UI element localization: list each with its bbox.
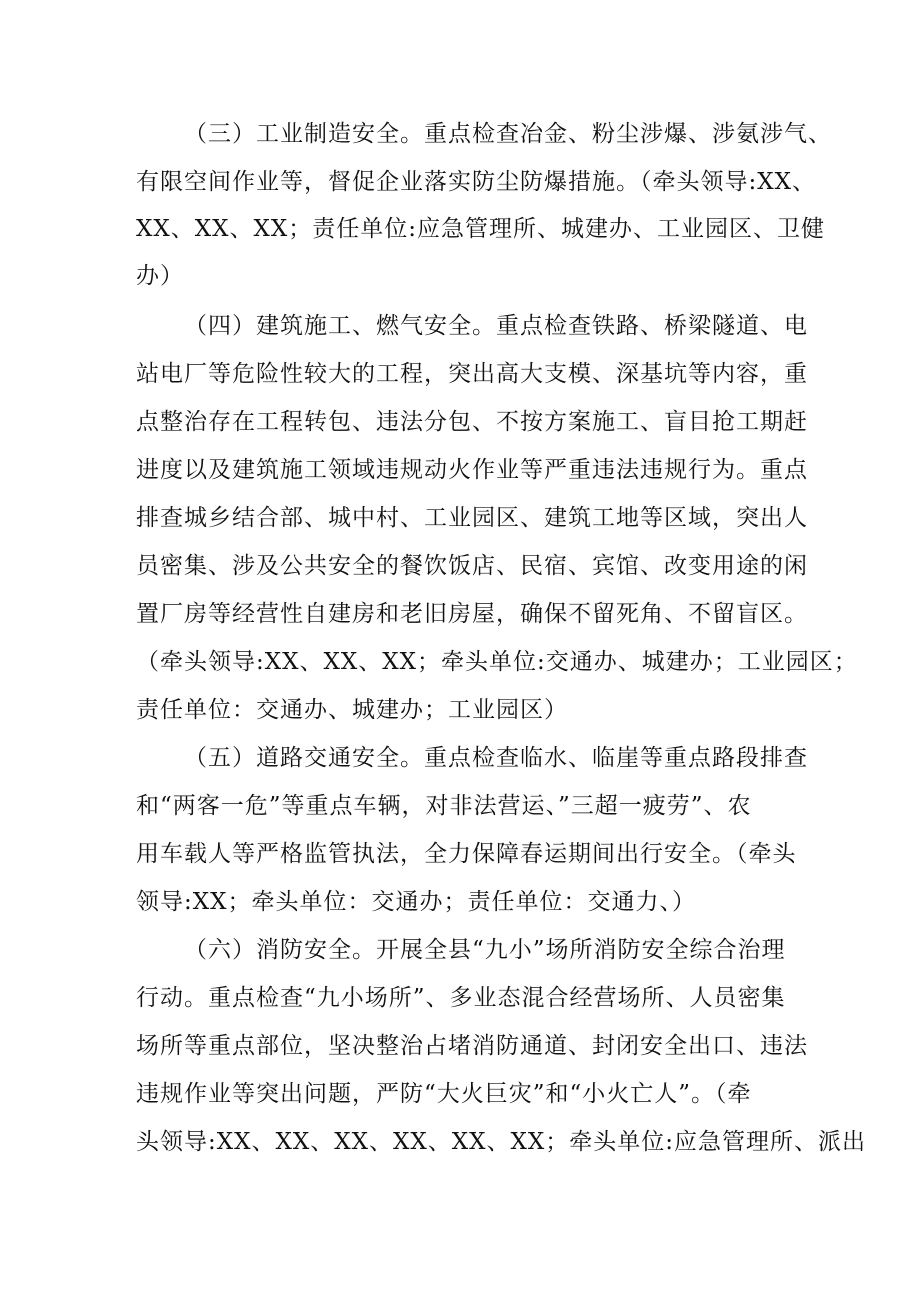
paragraph-6-line-2: 行动。重点检查“九小场所”、多业态混合经营场所、人员密集 [136, 985, 786, 1011]
paragraph-4-line-9: 责任单位：交通办、城建办；工业园区） [136, 697, 568, 723]
paragraph-6-line-3: 场所等重点部位，坚决整治占堵消防通道、封闭安全出口、违法 [136, 1033, 808, 1059]
paragraph-4-line-8: （牵头领导:XX、XX、XX；牵头单位:交通办、城建办；工业园区； [136, 649, 858, 675]
paragraph-4-line-5: 排查城乡结合部、城中村、工业园区、建筑工地等区域，突出人 [136, 505, 808, 531]
paragraph-3-line-1: （三）工业制造安全。重点检查冶金、粉尘涉爆、涉氨涉气、 [184, 121, 832, 147]
paragraph-3-line-4: 办） [136, 263, 184, 289]
paragraph-5-line-3: 用车载人等严格监管执法，全力保障春运期间出行安全。（牵头 [136, 841, 797, 867]
paragraph-4-line-6: 员密集、涉及公共安全的餐饮饭店、民宿、宾馆、改变用途的闲 [136, 553, 808, 579]
paragraph-4-line-1: （四）建筑施工、燃气安全。重点检查铁路、桥梁隧道、电 [184, 313, 808, 339]
paragraph-5-line-1: （五）道路交通安全。重点检查临水、临崖等重点路段排查 [184, 745, 808, 771]
paragraph-3-line-3: XX、XX、XX；责任单位:应急管理所、城建办、工业园区、卫健 [136, 216, 825, 242]
paragraph-4-line-2: 站电厂等危险性较大的工程，突出高大支模、深基坑等内容，重 [136, 361, 808, 387]
paragraph-5-line-4: 领导:XX；牵头单位：交通办；责任单位：交通力、） [136, 889, 696, 915]
paragraph-4-line-3: 点整治存在工程转包、违法分包、不按方案施工、盲目抢工期赶 [136, 409, 808, 435]
paragraph-6-line-1: （六）消防安全。开展全县“九小”场所消防安全综合治理 [184, 937, 786, 963]
paragraph-4-line-7: 置厂房等经营性自建房和老旧房屋，确保不留死角、不留盲区。 [136, 601, 808, 627]
paragraph-6-line-5: 头领导:XX、XX、XX、XX、XX、XX；牵头单位:应急管理所、派出 [136, 1129, 866, 1155]
paragraph-6-line-4: 违规作业等突出问题，严防“大火巨灾”和“小火亡人”。（牵 [136, 1081, 752, 1107]
paragraph-4-line-4: 进度以及建筑施工领域违规动火作业等严重违法违规行为。重点 [136, 457, 808, 483]
paragraph-5-line-2: 和“两客一危”等重点车辆，对非法营运、”三超一疲劳”、农 [136, 793, 752, 819]
paragraph-3-line-2: 有限空间作业等，督促企业落实防尘防爆措施。（牵头领导:XX、 [136, 169, 816, 195]
